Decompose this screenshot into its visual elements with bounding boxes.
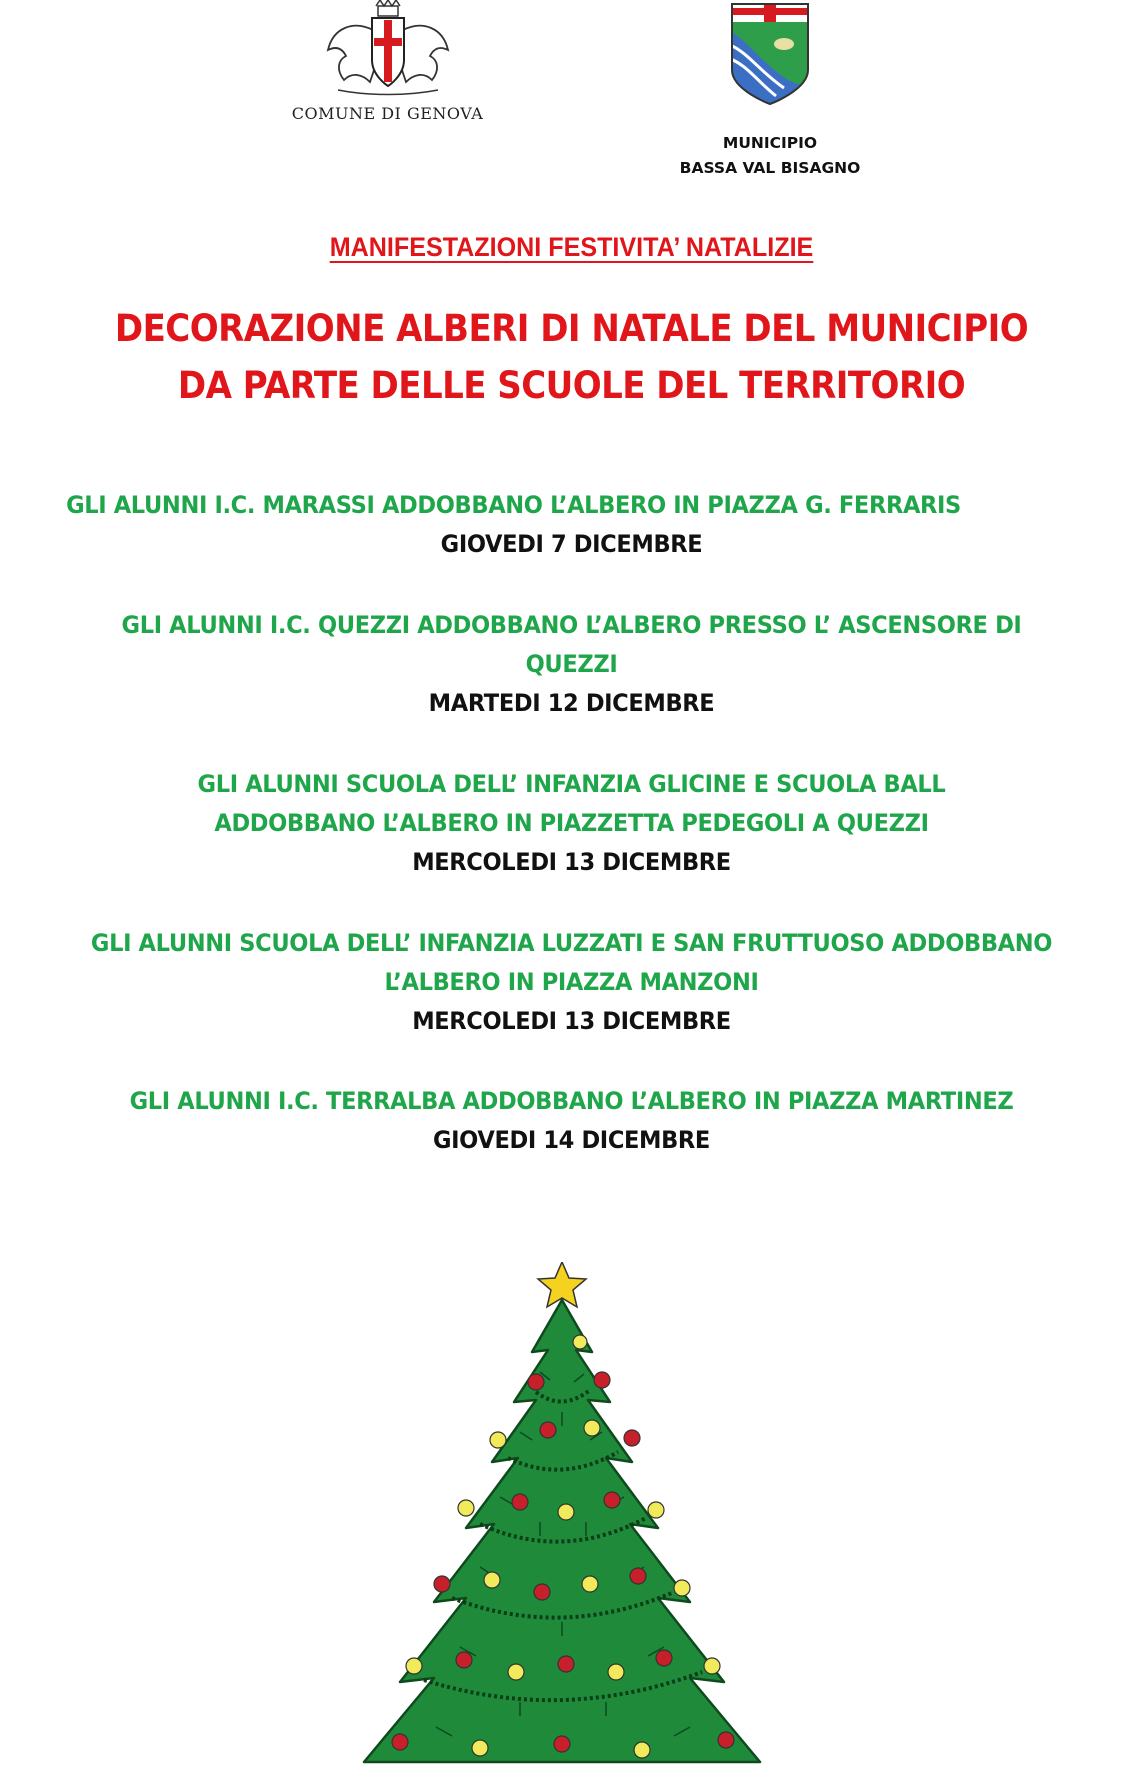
event-description: QUEZZI bbox=[525, 650, 618, 678]
event-item bbox=[0, 765, 1143, 882]
municipio-crest-logo bbox=[728, 0, 812, 108]
event-description: L’ALBERO IN PIAZZA MANZONI bbox=[384, 968, 759, 996]
event-description: GLI ALUNNI I.C. TERRALBA ADDOBBANO L’ALBERO IN PIAZZA MARTINEZ bbox=[129, 1087, 1014, 1115]
event-date: GIOVEDI 14 DICEMBRE bbox=[433, 1126, 710, 1154]
comune-genova-label: COMUNE DI GENOVA bbox=[291, 104, 484, 123]
event-item bbox=[0, 1082, 1143, 1160]
event-item bbox=[0, 525, 1143, 564]
event-description: GLI ALUNNI SCUOLA DELL’ INFANZIA LUZZATI E SAN FRUTTUOSO ADDOBBANO bbox=[90, 929, 1053, 957]
event-date: MERCOLEDI 13 DICEMBRE bbox=[412, 848, 731, 876]
christmas-tree-illustration bbox=[340, 1262, 820, 1779]
main-title bbox=[46, 300, 1098, 414]
event-description: GLI ALUNNI I.C. MARASSI ADDOBBANO L’ALBERO IN PIAZZA G. FERRARIS bbox=[66, 491, 961, 519]
municipio-label bbox=[640, 131, 900, 181]
municipio-label-line2: BASSA VAL BISAGNO bbox=[679, 159, 861, 177]
event-description: GLI ALUNNI I.C. QUEZZI ADDOBBANO L’ALBERO PRESSO L’ ASCENSORE DI bbox=[121, 611, 1022, 639]
event-description: ADDOBBANO L’ALBERO IN PIAZZETTA PEDEGOLI A QUEZZI bbox=[214, 809, 929, 837]
event-date: MERCOLEDI 13 DICEMBRE bbox=[412, 1007, 731, 1035]
municipio-label-line1: MUNICIPIO bbox=[722, 134, 818, 152]
event-description: GLI ALUNNI SCUOLA DELL’ INFANZIA GLICINE E SCUOLA BALL bbox=[197, 770, 946, 798]
subtitle-heading: MANIFESTAZIONI FESTIVITA’ NATALIZIE bbox=[329, 232, 814, 262]
event-date: MARTEDI 12 DICEMBRE bbox=[428, 689, 715, 717]
comune-genova-logo bbox=[318, 0, 458, 100]
main-title-line1: DECORAZIONE ALBERI DI NATALE DEL MUNICIPIO bbox=[114, 307, 1029, 350]
event-item bbox=[0, 486, 1085, 525]
event-item bbox=[0, 606, 1143, 723]
event-date: GIOVEDI 7 DICEMBRE bbox=[440, 530, 703, 558]
event-item bbox=[0, 924, 1143, 1041]
main-title-line2: DA PARTE DELLE SCUOLE DEL TERRITORIO bbox=[177, 364, 966, 407]
